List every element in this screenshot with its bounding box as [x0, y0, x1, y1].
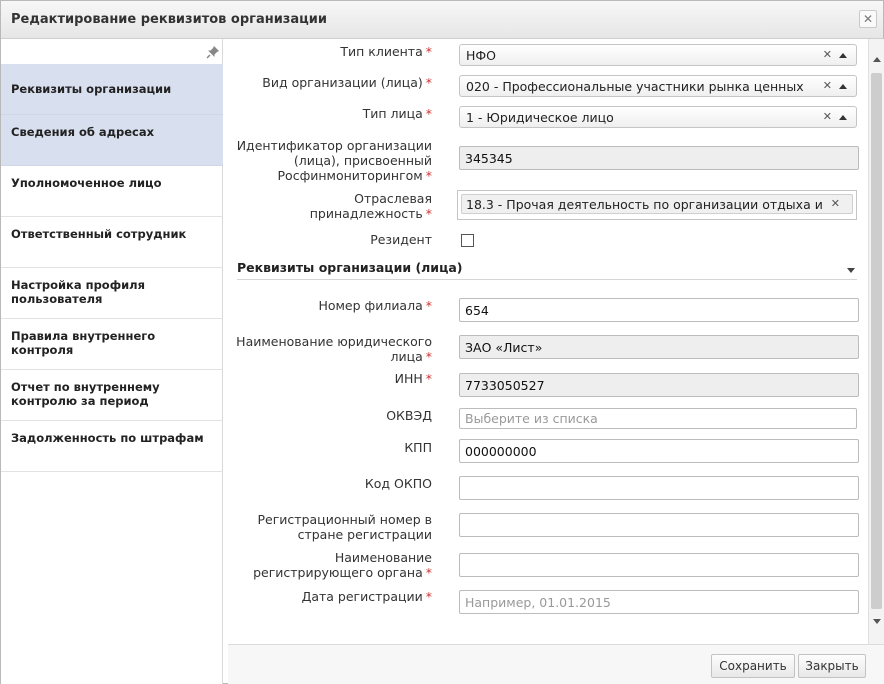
reg-number-field[interactable] — [459, 513, 859, 537]
okved-select[interactable]: Выберите из списка — [459, 408, 857, 429]
close-icon[interactable]: ✕ — [859, 10, 877, 28]
dialog-footer — [228, 644, 884, 684]
org-kind-label: Вид организации (лица) * — [262, 75, 432, 90]
okpo-label: Код ОКПО — [364, 476, 432, 491]
sidebar-item-fines-debt[interactable] — [1, 421, 223, 472]
industry-chip — [461, 194, 853, 214]
okpo-field[interactable] — [459, 476, 859, 500]
sidebar-item-internal-control-report[interactable] — [1, 370, 223, 421]
person-type-label: Тип лица * — [362, 106, 432, 121]
resident-checkbox[interactable] — [461, 234, 474, 247]
sidebar-item-authorized-person[interactable] — [1, 166, 223, 217]
sidebar-item-label: Настройка профиля пользователя — [11, 278, 145, 306]
chevron-up-icon[interactable] — [839, 84, 847, 89]
sidebar-item-label: Сведения об адресах — [11, 125, 155, 139]
sidebar-item-user-profile[interactable] — [1, 268, 223, 319]
industry-multiselect[interactable] — [457, 190, 857, 220]
pin-icon[interactable] — [206, 45, 220, 59]
industry-value: 18.3 - Прочая деятельность по организации отдыха и — [466, 197, 823, 212]
scrollbar-thumb[interactable] — [871, 73, 882, 609]
sidebar-item-label: Реквизиты организации — [11, 82, 172, 96]
vertical-scrollbar[interactable] — [868, 39, 884, 644]
sidebar — [1, 39, 223, 684]
clear-icon[interactable]: ✕ — [830, 197, 840, 210]
chevron-up-icon[interactable] — [839, 115, 847, 120]
sidebar-item-addresses[interactable] — [1, 115, 223, 166]
sidebar-item-label: Задолженность по штрафам — [11, 431, 204, 445]
section-title: Реквизиты организации (лица) — [237, 260, 463, 275]
sidebar-item-label: Ответственный сотрудник — [11, 227, 187, 241]
reg-authority-label: Наименование регистрирующего органа * — [253, 550, 432, 580]
scroll-up-icon[interactable] — [873, 57, 881, 62]
sidebar-item-label: Уполномоченное лицо — [11, 176, 162, 190]
rosfin-id-field[interactable]: 345345 — [459, 146, 859, 170]
resident-label: Резидент — [370, 232, 432, 247]
sidebar-item-requisites[interactable] — [1, 64, 223, 115]
dialog-titlebar — [1, 1, 883, 39]
requisites-section-header[interactable] — [237, 260, 857, 280]
dialog-title: Редактирование реквизитов организации — [11, 12, 327, 27]
sidebar-item-internal-control-rules[interactable] — [1, 319, 223, 370]
person-type-value: 1 - Юридическое лицо — [466, 109, 614, 125]
form-content — [228, 39, 868, 644]
sidebar-item-label: Правила внутреннего контроля — [11, 329, 156, 357]
clear-icon[interactable]: ✕ — [822, 79, 832, 92]
reg-number-label: Регистрационный номер в стране регистрации — [257, 512, 432, 542]
scroll-down-icon[interactable] — [873, 619, 881, 624]
reg-date-field[interactable]: Например, 01.01.2015 — [459, 590, 859, 614]
clear-icon[interactable]: ✕ — [822, 110, 832, 123]
rosfin-id-label: Идентификатор организации (лица), присвоенный Росфинмониторингом * — [236, 138, 432, 183]
branch-number-label: Номер филиала * — [318, 298, 432, 313]
client-type-label: Тип клиента * — [340, 44, 432, 59]
kpp-field[interactable]: 000000000 — [459, 439, 859, 463]
legal-name-label: Наименование юридического лица * — [236, 334, 432, 364]
okved-label: ОКВЭД — [386, 408, 432, 423]
person-type-select[interactable] — [459, 106, 857, 128]
kpp-label: КПП — [404, 440, 432, 455]
inn-label: ИНН * — [394, 371, 432, 386]
inn-field[interactable]: 7733050527 — [459, 373, 859, 397]
sidebar-item-label: Отчет по внутреннему контролю за период — [11, 380, 160, 408]
client-type-select[interactable] — [459, 44, 857, 66]
industry-label: Отраслевая принадлежность * — [309, 191, 432, 221]
org-kind-value: 020 - Профессиональные участники рынка ценных — [466, 78, 804, 94]
chevron-up-icon[interactable] — [839, 53, 847, 58]
org-kind-select[interactable] — [459, 75, 857, 97]
clear-icon[interactable]: ✕ — [822, 48, 832, 61]
save-button[interactable]: Сохранить — [711, 654, 795, 678]
client-type-value: НФО — [466, 47, 496, 63]
reg-date-label: Дата регистрации * — [301, 589, 432, 604]
legal-name-field[interactable]: ЗАО «Лист» — [459, 335, 859, 359]
close-button[interactable]: Закрыть — [798, 654, 866, 678]
chevron-down-icon[interactable] — [847, 268, 855, 273]
reg-authority-field[interactable] — [459, 553, 859, 577]
branch-number-field[interactable]: 654 — [459, 298, 859, 322]
sidebar-item-responsible-employee[interactable] — [1, 217, 223, 268]
